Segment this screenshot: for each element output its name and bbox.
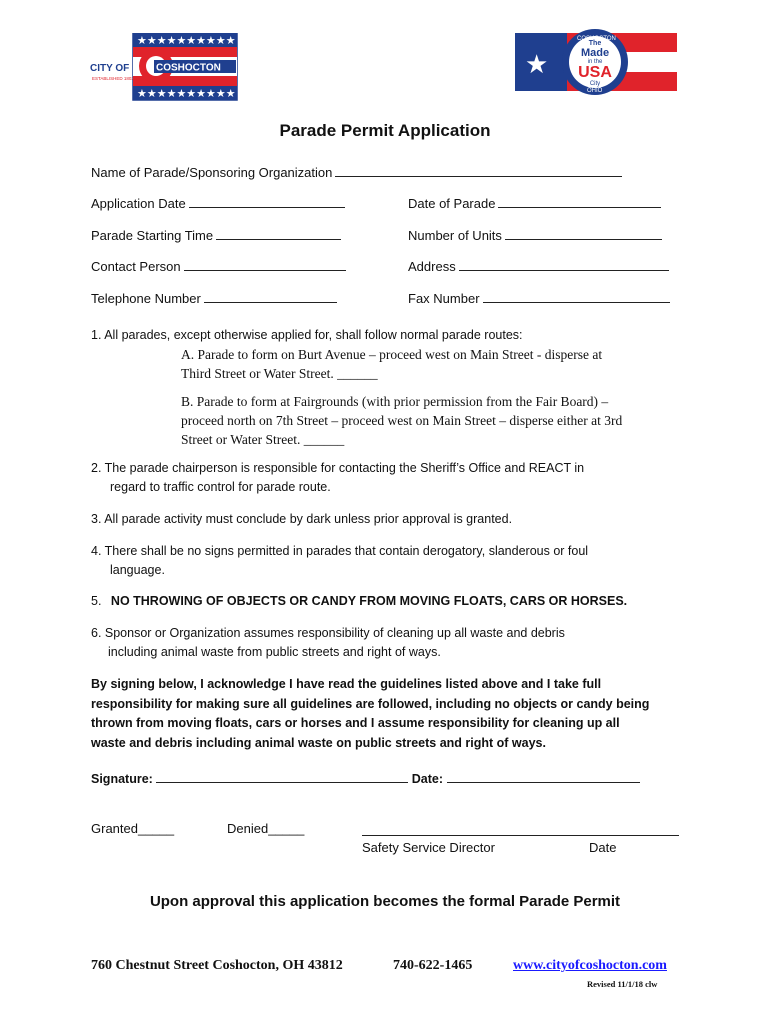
logo-line3: in the	[587, 59, 603, 65]
ack-line: By signing below, I acknowledge I have read the guidelines listed above and I take full	[91, 677, 602, 691]
application-date-field	[91, 196, 345, 211]
phone-field	[91, 291, 337, 306]
director-date-label: Date	[589, 840, 617, 855]
rule-5-text: NO THROWING OF OBJECTS OR CANDY FROM MOVING FLOATS, CARS OR HORSES.	[110, 594, 628, 608]
signature-line[interactable]	[156, 771, 408, 783]
contact-label: Contact Person	[91, 259, 181, 274]
rule-1b-line2: proceed north on 7th Street – proceed west on Main Street – disperse either at 3rd	[181, 413, 623, 428]
approval-message: Upon approval this application becomes the formal Parade Permit	[149, 893, 621, 910]
ack-line: thrown from moving floats, cars or horses and I assume responsibility for cleaning up all	[91, 716, 620, 730]
contact-field	[91, 259, 346, 274]
director-label: Safety Service Director	[362, 840, 495, 855]
phone-label: Telephone Number	[91, 291, 201, 306]
revised-note: Revised 11/1/18 clw	[587, 979, 658, 989]
director-signature-line[interactable]	[362, 835, 679, 836]
rule-2-line1: 2. The parade chairperson is responsible for contacting the Sheriff’s Office and REACT in	[91, 461, 585, 475]
rule-1b-line1: B. Parade to form at Fairgrounds (with prior permission from the Fair Board) –	[181, 394, 609, 409]
footer-phone: 740-622-1465	[393, 958, 473, 973]
signature-date-line[interactable]	[447, 771, 640, 783]
start-time-label: Parade Starting Time	[91, 228, 214, 243]
granted-field[interactable]: Granted_____	[91, 821, 175, 836]
logo-ring-top: COSHOCTON	[577, 36, 616, 42]
units-label: Number of Units	[408, 228, 502, 243]
parade-date-label: Date of Parade	[408, 196, 496, 211]
logo-ring-bottom: OHIO	[587, 88, 603, 94]
rule-6-line2: including animal waste from public streets and right of ways.	[108, 645, 441, 659]
footer-address: 760 Chestnut Street Coshocton, OH 43812	[91, 958, 343, 973]
logo-line1: The	[588, 40, 602, 47]
svg-text:★: ★	[525, 50, 549, 80]
phone-input-line[interactable]	[204, 291, 337, 303]
rule-4-line1: 4. There shall be no signs permitted in parades that contain derogatory, slanderous or foul	[91, 544, 589, 558]
parade-date-input-line[interactable]	[498, 196, 661, 208]
fax-input-line[interactable]	[483, 291, 670, 303]
made-in-usa-city-logo	[515, 29, 677, 95]
ack-line: responsibility for making sure all guidelines are followed, including no objects or candy being	[91, 696, 650, 711]
rule-3: 3. All parade activity must conclude by dark unless prior approval is granted.	[91, 512, 513, 526]
rule-1a-line2: Third Street or Water Street. ______	[181, 366, 378, 381]
logo-established-text: ESTABLISHED 1802	[92, 76, 134, 81]
rule-1b-line3: Street or Water Street. ______	[181, 432, 345, 447]
signature-label: Signature:	[91, 772, 153, 786]
org-input-line[interactable]	[335, 165, 622, 177]
ack-line: waste and debris including animal waste on public streets and right of ways.	[91, 735, 546, 750]
rule-1a-line1: A. Parade to form on Burt Avenue – proceed west on Main Street - disperse at	[181, 347, 603, 362]
logo-line4: USA	[578, 64, 612, 81]
denied-field[interactable]: Denied_____	[227, 821, 305, 836]
svg-text:★★★★★★★★★★: ★★★★★★★★★★	[137, 87, 236, 100]
address-label: Address	[408, 259, 456, 274]
address-input-line[interactable]	[459, 259, 669, 271]
rule-2-line2: regard to traffic control for parade route.	[110, 480, 331, 494]
start-time-input-line[interactable]	[216, 228, 341, 240]
logo-line5: City	[589, 81, 601, 87]
start-time-field	[91, 228, 341, 243]
rule-6-line1: 6. Sponsor or Organization assumes responsibility of cleaning up all waste and debris	[91, 626, 565, 640]
contact-input-line[interactable]	[184, 259, 346, 271]
parade-date-field	[408, 196, 661, 211]
units-input-line[interactable]	[505, 228, 662, 240]
org-field	[91, 165, 622, 180]
footer-website-link[interactable]: www.cityofcoshocton.com	[513, 958, 667, 973]
page-title: Parade Permit Application	[279, 121, 491, 140]
address-field	[408, 259, 669, 274]
application-date-input-line[interactable]	[189, 196, 345, 208]
svg-text:★★★★★★★★★★: ★★★★★★★★★★	[137, 34, 236, 47]
rule-4-line2: language.	[110, 563, 165, 577]
units-field	[408, 228, 662, 243]
fax-label: Fax Number	[408, 291, 480, 306]
acknowledgement	[91, 675, 691, 753]
rule-1: 1. All parades, except otherwise applied for, shall follow normal parade routes:	[91, 328, 523, 342]
rule-5-number: 5.	[91, 594, 102, 608]
signature-row	[91, 771, 640, 786]
logo-line2: Made	[580, 47, 610, 59]
city-of-coshocton-logo	[90, 33, 238, 101]
logo-city-of-text: CITY OF	[90, 63, 130, 74]
rule-5	[91, 592, 627, 612]
org-label: Name of Parade/Sponsoring Organization	[91, 165, 333, 180]
application-date-label: Application Date	[91, 196, 186, 211]
signature-date-label: Date:	[411, 772, 444, 786]
logo-name-text: COSHOCTON	[156, 62, 221, 74]
fax-field	[408, 291, 670, 306]
